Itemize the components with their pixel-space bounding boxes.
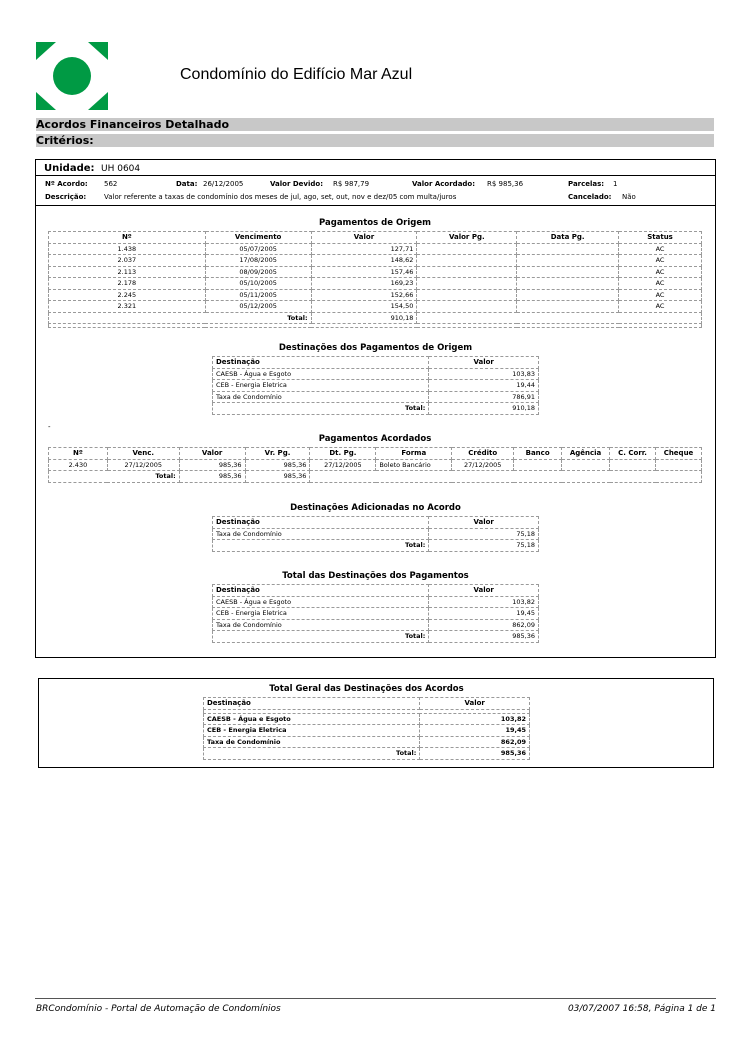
table-cell: 1.438: [49, 243, 206, 255]
parcelas-value: 1: [613, 180, 618, 188]
table-cell: AC: [619, 278, 702, 290]
pag-origem-table: [48, 231, 702, 328]
column-header: Dt. Pg.: [310, 448, 376, 460]
total-value: 75,18: [429, 540, 539, 552]
table-row: [213, 380, 539, 392]
table-cell: 862,09: [420, 736, 530, 748]
total-value: 985,36: [420, 748, 530, 760]
table-cell: 148,62: [311, 255, 417, 267]
table-header-row: [49, 232, 702, 244]
cancelado-value: Não: [622, 193, 636, 201]
pag-acordados-title: Pagamentos Acordados: [318, 434, 432, 444]
table-cell: [417, 243, 517, 255]
unit-value: UH 0604: [101, 164, 141, 174]
table-row: [204, 725, 530, 737]
table-cell: 169,23: [311, 278, 417, 290]
table-row: [213, 528, 539, 540]
table-row: [49, 289, 702, 301]
table-cell: [517, 301, 619, 313]
table-cell: Taxa de Condomínio: [213, 619, 429, 631]
table-cell: 08/09/2005: [205, 266, 311, 278]
total-valor: 985,36: [179, 471, 245, 483]
table-row: [213, 619, 539, 631]
valor-devido-label: Valor Devido:: [270, 180, 323, 188]
table-cell: AC: [619, 243, 702, 255]
table-cell: CEB - Energia Eletrica: [213, 608, 429, 620]
acordo-value: 562: [104, 180, 118, 188]
company-name: Condomínio do Edifício Mar Azul: [180, 66, 413, 83]
footer-rule: [35, 998, 716, 999]
table-cell: [417, 289, 517, 301]
table-cell: CAESB - Água e Esgoto: [213, 368, 429, 380]
data-label: Data:: [176, 180, 198, 188]
table-cell: 2.245: [49, 289, 206, 301]
table-cell: CAESB - Água e Esgoto: [204, 713, 420, 725]
table-cell: [517, 289, 619, 301]
total-geral-table: [203, 697, 530, 760]
dest-origem-title: Destinações dos Pagamentos de Origem: [278, 343, 473, 353]
table-cell: AC: [619, 255, 702, 267]
table-row: [49, 459, 702, 471]
total-value: 985,36: [429, 631, 539, 643]
table-cell: 19,45: [429, 608, 539, 620]
total-row: [213, 540, 539, 552]
table-row: [213, 596, 539, 608]
table-cell: 05/07/2005: [205, 243, 311, 255]
table-cell: 75,18: [429, 528, 539, 540]
col-destinacao: Destinação: [213, 357, 429, 369]
table-cell: 103,83: [429, 368, 539, 380]
pag-origem-title: Pagamentos de Origem: [319, 218, 431, 228]
pag-acordados-table: [48, 447, 702, 483]
table-cell: [517, 266, 619, 278]
empty-cell: [310, 471, 702, 483]
table-cell: AC: [619, 289, 702, 301]
total-geral-title: Total Geral das Destinações dos Acordos: [269, 684, 464, 694]
total-row: [204, 748, 530, 760]
table-cell: 127,71: [311, 243, 417, 255]
col-valor: Valor: [420, 698, 530, 710]
column-header: Cheque: [656, 448, 702, 460]
table-cell: [417, 255, 517, 267]
table-row: [49, 301, 702, 313]
table-cell: AC: [619, 266, 702, 278]
table-cell: CEB - Energia Eletrica: [213, 380, 429, 392]
total-label: Total:: [49, 312, 312, 324]
table-cell: CEB - Energia Eletrica: [204, 725, 420, 737]
total-row: [49, 471, 702, 483]
divider: [35, 205, 716, 206]
descricao-value: Valor referente a taxas de condomínio dos meses de jul, ago, set, out, nov e dez/05 com multa/juros: [104, 193, 457, 201]
col-valor: Valor: [429, 517, 539, 529]
spacer-row: [49, 324, 702, 328]
table-row: [49, 255, 702, 267]
table-cell: AC: [619, 301, 702, 313]
column-header: Valor Pg.: [417, 232, 517, 244]
condominio-logo-icon: [36, 42, 108, 110]
dest-adicionadas-title: Destinações Adicionadas no Acordo: [290, 503, 461, 513]
total-value: 910,18: [429, 403, 539, 415]
table-cell: 2.321: [49, 301, 206, 313]
table-row: [213, 391, 539, 403]
table-cell: [417, 266, 517, 278]
report-title: Acordos Financeiros Detalhado: [36, 118, 714, 131]
table-cell: 786,91: [429, 391, 539, 403]
descricao-label: Descrição:: [45, 193, 87, 201]
table-cell: 985,36: [179, 459, 245, 471]
col-valor: Valor: [429, 585, 539, 597]
valor-devido-value: R$ 987,79: [333, 180, 370, 188]
unit-label: Unidade:: [44, 163, 95, 174]
column-header: Banco: [514, 448, 562, 460]
total-label: Total:: [213, 540, 429, 552]
table-cell: 152,66: [311, 289, 417, 301]
column-header: Data Pg.: [517, 232, 619, 244]
table-cell: 05/10/2005: [205, 278, 311, 290]
table-row: [213, 608, 539, 620]
column-header: Venc.: [107, 448, 179, 460]
empty-cell: [417, 312, 702, 324]
table-cell: 985,36: [245, 459, 310, 471]
col-destinacao: Destinação: [213, 585, 429, 597]
table-cell: Taxa de Condomínio: [213, 391, 429, 403]
table-cell: [656, 459, 702, 471]
table-cell: 2.178: [49, 278, 206, 290]
acordo-label: Nº Acordo:: [45, 180, 88, 188]
cancelado-label: Cancelado:: [568, 193, 612, 201]
table-cell: 103,82: [420, 713, 530, 725]
dest-adicionadas-table: [212, 516, 539, 552]
total-label: Total:: [204, 748, 420, 760]
column-header: Nº: [49, 448, 108, 460]
total-label: Total:: [213, 631, 429, 643]
col-destinacao: Destinação: [213, 517, 429, 529]
table-cell: [562, 459, 610, 471]
parcelas-label: Parcelas:: [568, 180, 605, 188]
column-header: C. Corr.: [610, 448, 656, 460]
table-cell: Boleto Bancário: [376, 459, 452, 471]
table-cell: 27/12/2005: [452, 459, 514, 471]
separator-mark: -: [48, 423, 51, 431]
dest-origem-table: [212, 356, 539, 415]
table-cell: 154,50: [311, 301, 417, 313]
table-cell: 27/12/2005: [310, 459, 376, 471]
total-row: [49, 312, 702, 324]
table-row: [204, 736, 530, 748]
table-cell: 19,45: [420, 725, 530, 737]
table-header-row: [49, 448, 702, 460]
table-cell: 103,82: [429, 596, 539, 608]
column-header: Status: [619, 232, 702, 244]
column-header: Vencimento: [205, 232, 311, 244]
table-cell: 157,46: [311, 266, 417, 278]
table-cell: [517, 278, 619, 290]
total-label: Total:: [213, 403, 429, 415]
column-header: Vr. Pg.: [245, 448, 310, 460]
valor-acordado-value: R$ 985,36: [487, 180, 524, 188]
valor-acordado-label: Valor Acordado:: [412, 180, 476, 188]
table-row: [204, 713, 530, 725]
table-cell: CAESB - Água e Esgoto: [213, 596, 429, 608]
table-cell: 2.037: [49, 255, 206, 267]
total-dest-table: [212, 584, 539, 643]
table-cell: 17/08/2005: [205, 255, 311, 267]
table-cell: 2.113: [49, 266, 206, 278]
table-cell: 27/12/2005: [107, 459, 179, 471]
spacer-cell: [49, 324, 702, 328]
table-cell: [517, 243, 619, 255]
column-header: Forma: [376, 448, 452, 460]
data-value: 26/12/2005: [203, 180, 244, 188]
footer-right: 03/07/2007 16:58, Página 1 de 1: [567, 1004, 716, 1014]
table-cell: 05/11/2005: [205, 289, 311, 301]
column-header: Valor: [311, 232, 417, 244]
total-label: Total:: [49, 471, 180, 483]
column-header: Crédito: [452, 448, 514, 460]
table-cell: Taxa de Condomínio: [204, 736, 420, 748]
column-header: Nº: [49, 232, 206, 244]
table-cell: 05/12/2005: [205, 301, 311, 313]
column-header: Valor: [179, 448, 245, 460]
table-cell: [417, 301, 517, 313]
column-header: Agência: [562, 448, 610, 460]
total-row: [213, 403, 539, 415]
total-dest-title: Total das Destinações dos Pagamentos: [282, 571, 469, 581]
table-row: [213, 368, 539, 380]
table-cell: Taxa de Condomínio: [213, 528, 429, 540]
table-row: [49, 266, 702, 278]
table-cell: [610, 459, 656, 471]
total-row: [213, 631, 539, 643]
total-value: 910,18: [311, 312, 417, 324]
col-valor: Valor: [429, 357, 539, 369]
table-cell: [514, 459, 562, 471]
footer-left: BRCondomínio - Portal de Automação de Condomínios: [36, 1004, 281, 1014]
divider: [35, 175, 716, 176]
total-vr-pg: 985,36: [245, 471, 310, 483]
table-cell: 19,44: [429, 380, 539, 392]
col-destinacao: Destinação: [204, 698, 420, 710]
table-row: [49, 278, 702, 290]
criteria-label: Critérios:: [36, 134, 714, 147]
table-cell: [517, 255, 619, 267]
table-row: [49, 243, 702, 255]
table-cell: [417, 278, 517, 290]
table-cell: 862,09: [429, 619, 539, 631]
table-cell: 2.430: [49, 459, 108, 471]
